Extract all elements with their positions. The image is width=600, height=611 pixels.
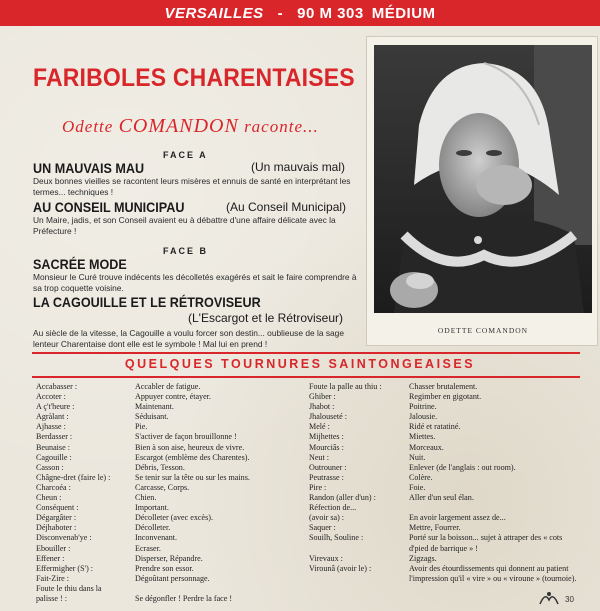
song-1-title: UN MAUVAIS MAU	[33, 160, 145, 176]
glossary-entry	[309, 493, 579, 503]
song-2-subtitle: (Au Conseil Municipal)	[226, 200, 347, 214]
glossary-entry	[309, 463, 579, 473]
glossary-entry	[309, 483, 579, 493]
glossary-entry	[36, 412, 305, 422]
glossary-entry	[309, 432, 579, 442]
glossary-entry	[36, 584, 305, 594]
glossary-definition: Maintenant.	[135, 402, 174, 412]
glossary-entry	[36, 523, 305, 533]
glossary-entry	[36, 574, 305, 584]
catalog-number: 90 M 303	[297, 4, 364, 22]
glossary-right-column	[309, 382, 579, 584]
glossary-term: Randon (aller d'un) :	[309, 493, 376, 503]
glossary-term: Foute le thiu dans la	[36, 583, 102, 593]
glossary-definition: Nuit.	[409, 452, 426, 462]
glossary-term: Disconvenab'ye :	[36, 533, 92, 543]
glossary-definition	[409, 503, 579, 513]
glossary-definition: Chien.	[135, 493, 157, 503]
narrator-verb: raconte...	[244, 117, 319, 136]
glossary-definition: Ridé et ratatiné.	[409, 422, 461, 432]
glossary-entry	[36, 422, 305, 432]
page-number: 30	[565, 595, 574, 604]
glossary-definition: En avoir largement assez de...	[409, 513, 506, 523]
song-4-title: LA CAGOUILLE ET LE RÉTROVISEUR	[33, 294, 261, 310]
song-3-title: SACRÉE MODE	[33, 256, 127, 272]
glossary-definition: Inconvenant.	[135, 533, 178, 543]
glossary-term: (avoir sa) :	[309, 513, 345, 523]
glossary-definition: Zigzags.	[409, 553, 437, 563]
glossary-term: Mijhettes :	[309, 432, 344, 442]
song-4-description: Au siècle de la vitesse, la Cagouille a voulu forcer son destin... oublieuse de la sage lenteur Charentaise dont elle est le symbole ! Mal lui en prend !	[33, 328, 344, 349]
glossary-definition: Se tenir sur la tête ou sur les mains.	[135, 472, 250, 482]
header-bar	[0, 0, 600, 26]
glossary-entry	[309, 533, 579, 553]
glossary-term: Réfection de...	[309, 503, 357, 513]
glossary-entry	[36, 392, 305, 402]
glossary-definition: Chasser brutalement.	[409, 382, 478, 391]
glossary-left-column	[36, 382, 305, 604]
photo-caption: ODETTE COMANDON	[437, 326, 529, 335]
narrator-last-name: COMANDON	[118, 115, 239, 137]
glossary-entry	[36, 564, 305, 574]
glossary-definition: Jalousie.	[409, 412, 438, 422]
glossary-entry	[309, 503, 579, 513]
glossary-definition: Avoir des étourdissements qui donnent au patient l'impression qu'il « vire » ou « viroune » (tournoie).	[409, 563, 577, 583]
glossary-term: Virevaux :	[309, 553, 343, 563]
glossary-entry	[36, 473, 305, 483]
glossary-definition: Décolleter.	[135, 523, 171, 533]
glossary-term: Cagouille :	[36, 452, 72, 462]
glossary-definition: Mettre, Fourrer.	[409, 523, 461, 533]
glossary-definition: Regimber en gigotant.	[409, 392, 482, 402]
glossary-entry	[36, 432, 305, 442]
glossary-entry	[309, 564, 579, 584]
glossary-definition: Enlever (de l'anglais : out room).	[409, 462, 516, 472]
glossary-entry	[309, 523, 579, 533]
glossary-entry	[309, 473, 579, 483]
publisher-logo-icon	[537, 590, 561, 611]
glossary-definition	[135, 584, 305, 594]
glossary-entry	[309, 412, 579, 422]
glossary-definition: Séduisant.	[135, 412, 169, 422]
glossary-term: Jhabot :	[309, 402, 335, 412]
glossary-definition: Aller d'un seul élan.	[409, 493, 474, 503]
glossary-definition: Poitrine.	[409, 402, 437, 412]
glossary-entry	[36, 513, 305, 523]
glossary-definition: Porté sur la boisson... sujet à attraper des « cots d'pied de barrique » !	[409, 533, 563, 553]
glossary-term: A ç't'heure :	[36, 402, 75, 412]
glossary-term: Effermigher (S') :	[36, 563, 94, 573]
glossary-heading	[0, 352, 600, 378]
glossary-entry	[36, 443, 305, 453]
glossary-definition: Bien à son aise, heureux de vivre.	[135, 442, 245, 452]
glossary-entry	[36, 463, 305, 473]
narrator-line	[62, 115, 319, 138]
narrator-first-name: Odette	[62, 117, 114, 136]
glossary-entry	[36, 382, 305, 392]
glossary-term: Virounâ (avoir le) :	[309, 563, 372, 573]
glossary-term: Peutrasse :	[309, 472, 344, 482]
glossary-term: Charcoéa :	[36, 482, 71, 492]
heading-rule-top	[32, 352, 580, 354]
glossary-entry	[36, 533, 305, 543]
face-b-label: FACE B	[163, 246, 209, 256]
glossary-term: Neut :	[309, 452, 330, 462]
glossary-definition: Appuyer contre, étayer.	[135, 392, 211, 402]
glossary-term: Berdasser :	[36, 432, 73, 442]
glossary-entry	[36, 493, 305, 503]
glossary-definition: Morceaux.	[409, 442, 444, 452]
glossary-term: Fait-Zire :	[36, 573, 70, 583]
glossary-term: Foute la palle au thiu :	[309, 382, 382, 391]
glossary-term: Cheun :	[36, 493, 62, 503]
glossary-term: Accabasser :	[36, 382, 78, 391]
glossary-term: Agràlant :	[36, 412, 69, 422]
glossary-term: Casson :	[36, 462, 64, 472]
glossary-entry	[36, 483, 305, 493]
glossary-term: Outrouner :	[309, 462, 347, 472]
glossary-entry	[36, 402, 305, 412]
glossary-definition: Escargot (emblème des Charentes).	[135, 452, 250, 462]
song-2-title: AU CONSEIL MUNICIPAU	[33, 199, 185, 215]
glossary-term: Ajhasse :	[36, 422, 66, 432]
glossary-term: Déjhaboter :	[36, 523, 77, 533]
glossary-definition: Se dégonfler ! Perdre la face !	[135, 593, 233, 603]
glossary-entry	[309, 453, 579, 463]
glossary-term: Melé :	[309, 422, 330, 432]
glossary-definition: Prendre son essor.	[135, 563, 194, 573]
glossary-definition: Décolleter (avec excès).	[135, 513, 213, 523]
glossary-entry	[36, 594, 305, 604]
format-label: MÉDIUM	[371, 4, 436, 22]
portrait-photo-frame	[366, 36, 598, 346]
portrait-photo	[374, 45, 592, 313]
glossary-definition: Foie.	[409, 482, 426, 492]
glossary-term: Accoter :	[36, 392, 66, 402]
glossary-entry	[309, 402, 579, 412]
glossary-definition: Miettes.	[409, 432, 436, 442]
glossary-term: Ebouiller :	[36, 543, 71, 553]
glossary-term: Saquer :	[309, 523, 336, 533]
glossary-definition: Débris, Tesson.	[135, 462, 185, 472]
face-a-label: FACE A	[163, 150, 208, 160]
glossary-definition: Carcasse, Corps.	[135, 482, 190, 492]
glossary-term: palisse ! :	[36, 593, 68, 603]
song-1-description: Deux bonnes vieilles se racontent leurs misères et ennuis de santé en interprétant les termes... techniques !	[33, 176, 351, 197]
glossary-entry	[309, 392, 579, 402]
album-title: FARIBOLES CHARENTAISES	[33, 64, 355, 92]
song-3-description: Monsieur le Curé trouve indécents les décolletés exagérés et sait le faire comprendre à sa trop coquette voisine.	[33, 272, 357, 293]
glossary-entry	[36, 503, 305, 513]
glossary-term: Pire :	[309, 482, 327, 492]
glossary-entry	[309, 513, 579, 523]
glossary-term: Jhalouseté :	[309, 412, 347, 422]
glossary-definition: S'activer de façon brouillonne !	[135, 432, 237, 442]
glossary-definition: Colère.	[409, 472, 433, 482]
glossary-term: Conséquent :	[36, 503, 79, 513]
glossary-term: Châgne-dret (faire le) :	[36, 472, 111, 482]
glossary-term: Souilh, Souline :	[309, 533, 364, 543]
glossary-title: QUELQUES TOURNURES SAINTONGEAISES	[124, 357, 476, 371]
glossary-entry	[309, 443, 579, 453]
glossary-entry	[36, 554, 305, 564]
glossary-definition: Ecraser.	[135, 543, 161, 553]
glossary-definition: Important.	[135, 503, 169, 513]
glossary-entry	[309, 554, 579, 564]
glossary-term: Dégargâter :	[36, 513, 77, 523]
glossary-term: Beunaise :	[36, 442, 70, 452]
glossary-entry	[309, 382, 579, 392]
portrait-illustration	[374, 45, 592, 313]
song-1-subtitle: (Un mauvais mal)	[251, 160, 346, 174]
glossary-term: Ghiber :	[309, 392, 336, 402]
glossary-definition: Disperser, Répandre.	[135, 553, 203, 563]
label-name: VERSAILLES	[164, 4, 264, 22]
glossary-definition: Dégoûtant personnage.	[135, 573, 210, 583]
header-sep: -	[277, 4, 284, 22]
glossary-entry	[309, 422, 579, 432]
song-4-subtitle: (L'Escargot et le Rétroviseur)	[188, 311, 344, 325]
glossary-definition: Accabler de fatigue.	[135, 382, 201, 391]
glossary-term: Mourciâs :	[309, 442, 344, 452]
heading-rule-bottom	[32, 376, 580, 378]
glossary-term: Effener :	[36, 553, 65, 563]
glossary-definition: Pie.	[135, 422, 148, 432]
glossary-entry	[36, 453, 305, 463]
glossary-entry	[36, 544, 305, 554]
song-2-description: Un Maire, jadis, et son Conseil avaient eu à débattre d'une affaire délicate avec la Préfecture !	[33, 215, 336, 236]
